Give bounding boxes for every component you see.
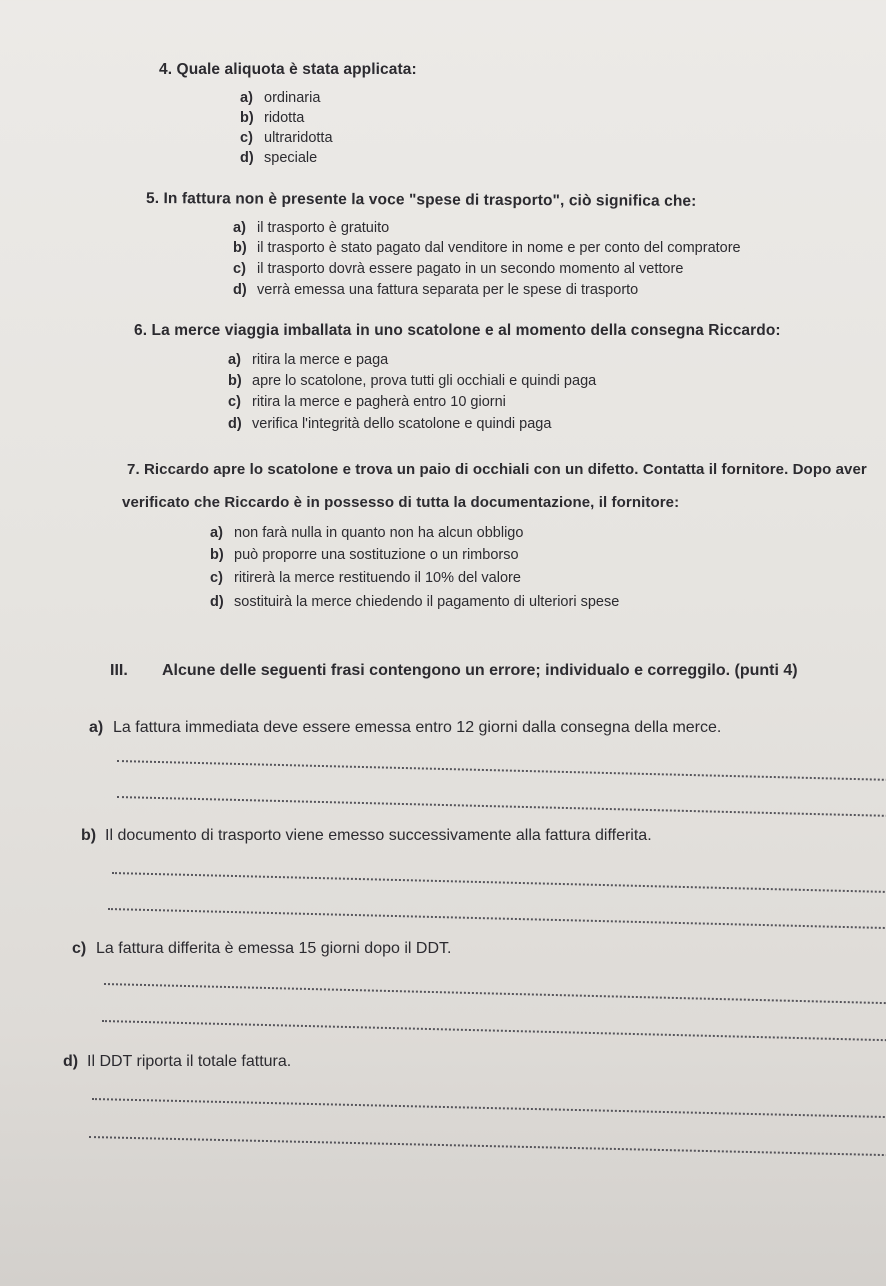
question-7-text-line2: verificato che Riccardo è in possesso di tutta la documentazione, il fornitore:: [122, 494, 680, 511]
answer-line-c2[interactable]: [102, 1020, 886, 1041]
section-3-title: Alcune delle seguenti frasi contengono un errore; individualo e correggilo. (punti 4): [162, 662, 798, 679]
section-3-item-c: c) La fattura differita è emessa 15 giorni dopo il DDT.: [72, 940, 452, 957]
question-4-option-b: b) ridotta: [240, 110, 305, 126]
answer-line-a2[interactable]: [117, 796, 886, 817]
section-3-heading: [110, 662, 798, 680]
question-5-option-a: a) il trasporto è gratuito: [233, 220, 390, 236]
question-4-option-c: c) ultraridotta: [240, 130, 333, 146]
question-6-option-d: d) verifica l'integrità dello scatolone e quindi paga: [228, 416, 552, 432]
question-6-option-a: a) ritira la merce e paga: [228, 352, 389, 368]
question-5-option-d: d) verrà emessa una fattura separata per le spese di trasporto: [233, 282, 639, 298]
section-3-item-a: a) La fattura immediata deve essere emessa entro 12 giorni dalla consegna della merce.: [89, 719, 722, 736]
question-7-option-a: a) non farà nulla in quanto non ha alcun obbligo: [210, 525, 524, 541]
section-3-item-b: b) Il documento di trasporto viene emesso successivamente alla fattura differita.: [81, 827, 652, 844]
question-7-text-line1: 7. Riccardo apre lo scatolone e trova un paio di occhiali con un difetto. Contatta il fornitore. Dopo aver: [127, 461, 867, 478]
question-6-text: 6. La merce viaggia imballata in uno scatolone e al momento della consegna Riccardo:: [134, 322, 781, 339]
question-5-text: 5. In fattura non è presente la voce "spese di trasporto", ciò significa che:: [145, 190, 697, 210]
question-6-option-b: b) apre lo scatolone, prova tutti gli occhiali e quindi paga: [228, 373, 597, 389]
question-4-text: 4. Quale aliquota è stata applicata:: [159, 61, 417, 78]
answer-line-d1[interactable]: [92, 1098, 886, 1118]
question-7-option-c: c) ritirerà la merce restituendo il 10% del valore: [210, 570, 521, 586]
answer-line-d2[interactable]: [89, 1136, 886, 1156]
answer-line-c1[interactable]: [104, 983, 886, 1004]
question-5-option-b: b) il trasporto è stato pagato dal venditore in nome e per conto del compratore: [233, 240, 741, 256]
answer-line-a1[interactable]: [117, 760, 886, 781]
question-4-option-d: d) speciale: [240, 150, 318, 166]
answer-line-b1[interactable]: [112, 872, 886, 893]
question-7-option-b: b) può proporre una sostituzione o un rimborso: [210, 547, 519, 563]
question-4-option-a: a) ordinaria: [240, 90, 321, 106]
answer-line-b2[interactable]: [108, 908, 886, 929]
question-7-option-d: d) sostituirà la merce chiedendo il pagamento di ulteriori spese: [210, 594, 620, 610]
section-3-item-d: d) Il DDT riporta il totale fattura.: [63, 1053, 292, 1070]
section-3-number: III.: [110, 662, 128, 679]
question-5-option-c: c) il trasporto dovrà essere pagato in un secondo momento al vettore: [233, 261, 684, 277]
question-6-option-c: c) ritira la merce e pagherà entro 10 giorni: [228, 394, 506, 410]
